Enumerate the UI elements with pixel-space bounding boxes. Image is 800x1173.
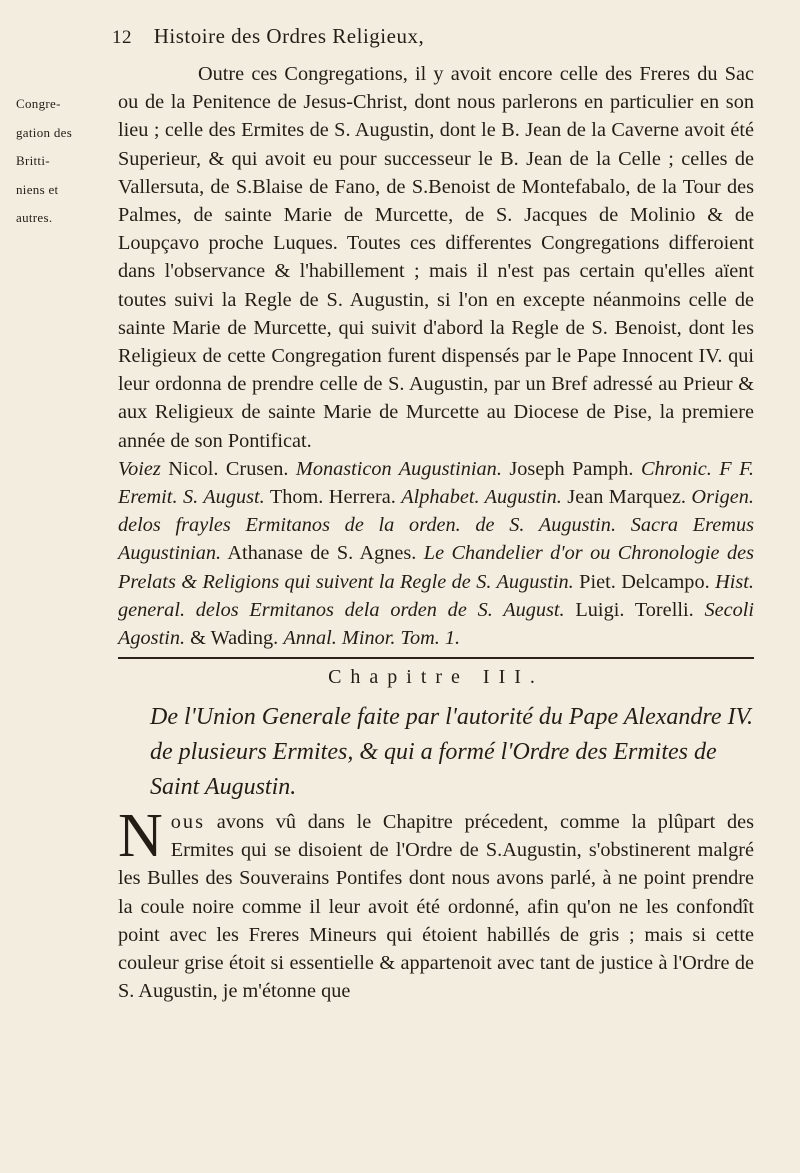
drop-cap: N <box>118 802 163 870</box>
section-rule <box>118 657 754 659</box>
margin-note-line: Britti- <box>16 153 50 168</box>
reference-roman: Joseph Pamph. <box>509 457 634 480</box>
reference-italic: Origen. delos frayles Ermitanos de la orden. de S. Augustin. Sacra Eremus Augustinian. <box>118 486 754 565</box>
reference-roman: Piet. Delcampo. <box>579 570 710 593</box>
reference-italic: Chronic. F F. Eremit. S. August. <box>118 457 754 509</box>
references <box>118 455 754 652</box>
reference-roman: Luigi. Torelli. <box>575 598 694 621</box>
reference-italic: Annal. Minor. Tom. 1. <box>283 627 461 650</box>
reference-italic: Hist. general. delos Ermitanos dela orden de S. August. <box>118 570 754 621</box>
reference-italic: Secoli Agostin. <box>118 598 755 650</box>
reference-italic: Voiez <box>118 457 161 480</box>
running-title: Histoire des Ordres Religieux, <box>153 24 425 48</box>
running-header <box>112 24 752 49</box>
reference-roman: Athanase de S. Agnes. <box>227 542 417 565</box>
margin-note-line: niens et <box>16 181 59 197</box>
margin-note-line: gation des <box>16 124 73 140</box>
chapter-heading: Chapitre III. <box>328 666 544 688</box>
margin-note-line: Congre- <box>16 96 61 111</box>
chapter-title: De l'Union Generale faite par l'autorité du Pape Alexandre IV. de plusieurs Ermites, & qui a formé l'Ordre des Ermites de Saint Augustin. <box>150 704 754 800</box>
margin-note-line: autres. <box>16 210 53 225</box>
margin-note <box>16 90 98 233</box>
reference-italic: Alphabet. Augustin. <box>401 486 562 509</box>
reference-roman: Jean Marquez. <box>567 486 686 509</box>
lead-word: ous <box>170 811 205 833</box>
reference-roman: Nicol. Crusen. <box>168 457 289 480</box>
reference-italic: Le Chandelier d'or ou Chronologie des Prelats & Religions qui suivent la Regle de S. Augustin. <box>118 542 755 593</box>
chapter-body <box>118 802 754 1005</box>
reference-italic: Monasticon Augustinian. <box>295 457 502 480</box>
page-number: 12 <box>112 27 132 48</box>
body-paragraph: Outre ces Congregations, il y avoit encore celle des Freres du Sac ou de la Penitence de Jesus-Christ, dont nous parlerons en particulier en son lieu ; celle des Ermites de S. Augustin, dont le B. Jean de la Caverne avoit été Superieur, & qui avoit eu pour successeur le B. Jean de la Celle ; celles de Vallersuta, de S.Blaise de Fano, de S.Benoist de Montefabalo, de la Tour des Palmes, de sainte Marie de Murcette, de S. Jacques de Molinio & de Loupçavo proche Luques. Toutes ces differentes Congregations differoient dans l'observance & l'habillement ; mais il n'est pas certain qu'elles aïent toutes suivi la Regle de S. Augustin, si l'on en excepte néanmoins celle de sainte Marie de Murcette, qui suivit d'abord la Regle de S. Benoist, dont les Religieux de cette Congregation furent dispensés par le Pape Innocent IV. qui leur ordonna de prendre celle de S. Augustin, par un Bref adressé au Prieur & aux Religieux de sainte Marie de Murcette au Diocese de Pise, la premiere année de son Pontificat. <box>118 63 754 452</box>
reference-roman: Thom. Herrera. <box>269 486 396 509</box>
reference-roman: & Wading. <box>190 627 279 650</box>
main-text <box>118 60 754 652</box>
chapter-paragraph: avons vû dans le Chapitre précedent, comme la plûpart des Ermites qui se disoient de l'Ordre de S.Augustin, s'obstinerent malgré les Bulles des Souverains Pontifes dont nous avons parlé, à ne point prendre la coule noire comme il leur avoit été ordonné, afin qu'on ne les confondît point avec les Freres Mineurs qui étoient habillés de gris ; mais si cette couleur grise étoit si essentielle & appartenoit avec tant de justice à l'Ordre de S. Augustin, je m'étonne que <box>118 811 754 1003</box>
